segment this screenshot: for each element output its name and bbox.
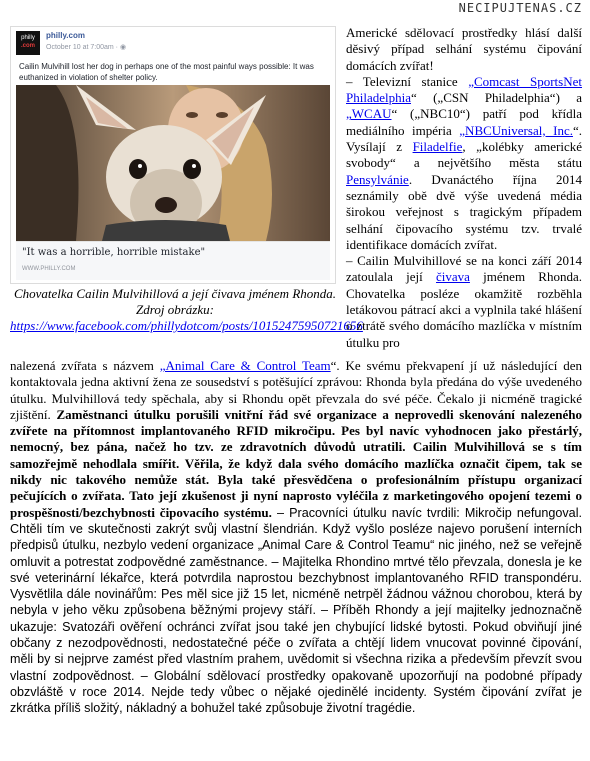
facebook-post-card[interactable] (10, 26, 336, 284)
link-animal-care-control-team[interactable]: „Animal Care & Control Team (159, 358, 331, 373)
text-run: jménem Rhonda. Chovatelka posléze okamžitě rozběhla letákovou pátrací akci a vyplnila také hlášení o ztrátě svého domácího mazlíčka v místním útulku pro (346, 269, 582, 350)
figure-source-link[interactable]: https://www.facebook.com/phillydotcom/posts/10152475950721656 (10, 318, 363, 333)
logo-text: philly (21, 35, 35, 41)
page-name-link[interactable]: philly.com (46, 31, 85, 40)
post-header (16, 31, 330, 59)
text-run: – Televizní stanice (346, 73, 469, 89)
link-nbcuniversal[interactable]: „NBCUniversal, Inc. (459, 122, 573, 138)
site-watermark: NECIPUJTENAS.CZ (458, 1, 582, 15)
link-civava[interactable]: čivava (436, 269, 470, 285)
article-column-right (346, 25, 582, 351)
text-run: “. Vysílají z (346, 122, 582, 155)
text-run: – Pracovníci útulku navíc tvrdili: Mikročip nefungoval. Chtěli tím ve skutečnosti zakrýt svůj vlastní šlendrián. Když vyšlo posléze najevo porušení interních předpisů útulku, nezbylo vedení organizace „Animal Care & Control Teamu“ nic jiného, než se veřejně omluvit a potrestat zodpovědné zaměstnance. – Majitelka Rhondino mrtvé tělo převzala, donesla je ke své veterinární lékařce, která potvrdila naprostou bezchybnost implantovaného RFID transpondéru. Vysvětlila dále novinářům: Pes měl sice již 15 let, nicméně netrpěl žádnou vážnou chorobou, která by nebyla v jeho věku způsobena běžnými projevy stáří. – Příběh Rhondy a její majitelky jednoznačně ukazuje: Svatozáři ověření ochránci zvířat jsou také jen chybující lidské bytosti. Pokud obviňují jiné občany z nezodpovědnosti, nedostatečné péče o zvířata a chtějí lidem vnucovat povinné čipování, měli by si nejprve zamést před vlastním prahem, uvědomit si všechna rizika a především převzít svou vlastní zodpovědnost. – Globální sdělovací prostředky opakovaně upozorňují na podobné případy obzvláště v roce 2014. Nejde tedy vůbec o nějaké ojedinělé incidenty. Systém čipování zvířat je zkrátka příliš složitý, nákladný a bohužel také způsobuje životní tragédie. (10, 505, 582, 716)
bold-text-run: Zaměstnanci útulku porušili vnitřní řád své organizace a neprovedli skenování nalezeného zvířete na přítomnost implantovaného RFID mikročipu. Pes byl navíc vyhodnocen jako přestárlý, nemocný, bez pána, načež ho tzv. ze zdravotních důvodů utratili. Cailin Mulvihillová se s tím samozřejmě nehodlala smířit. Věřila, že když dala svého domácího mazlíčka označit čipem, tak se nikdy nic takového nemůže stát. Byla také přesvědčena o profesionálním přístupu organizací pečujících o zvířata. Tato její zkušenost ji nyní naprosto vyléčila z marketingového opojení tezemi o prospěšnosti/bezchybnosti čipovacího systému. (10, 406, 582, 520)
text-run: nalezená zvířata s názvem (10, 358, 160, 373)
text-run: “. Ke svému překvapení jí už následující den kontaktovala jedna aktivní žena ze sousedství s potěšující zprávou: Rhonda byla předána do výše uvedeného útulku. Mulvihillová tedy spěchala, aby si Rhondu opět převzala do své péče. Čekalo ji nicméně tragické zjištění. (10, 358, 583, 422)
text-run: “ („CSN Philadelphia“) a (411, 90, 582, 106)
link-filadelfie[interactable]: Filadelfie (412, 139, 463, 155)
post-date-row (46, 43, 126, 51)
link-pensylvanie[interactable]: Pensylvánie (346, 171, 409, 187)
text-run: Americké sdělovací prostředky hlásí další děsivý případ selhání systému čipování domácích zvířat! (346, 25, 582, 73)
article-column-full (10, 358, 582, 717)
post-text: Cailin Mulvihill lost her dog in perhaps one of the most painful ways possible: It was euthanized in violation of shelter policy. (19, 62, 314, 82)
philly-logo[interactable] (16, 31, 40, 55)
link-csn-philadelphia[interactable]: „Comcast SportsNet Philadelphia (346, 73, 582, 106)
post-date: October 10 at 7:00am · (46, 44, 120, 51)
globe-icon: ◉ (119, 44, 127, 51)
link-wcau[interactable]: „WCAU (346, 106, 392, 122)
text-run: “ („NBC10“) patří pod křídla mediálního impéria (346, 106, 582, 138)
link-title[interactable]: "It was a horrible, horrible mistake" (22, 247, 206, 258)
dog-photo-illustration (16, 85, 330, 241)
link-domain: WWW.PHILLY.COM (22, 266, 76, 272)
logo-text-dotcom: .com (20, 43, 35, 49)
dog-photo[interactable] (16, 85, 330, 241)
text-run: – Cailin Mulvihillové se na konci září 2014 zatoulala její (346, 253, 582, 285)
text-run: . Dvanáctého října 2014 seznámily obě dvě výše uvedená média širokou veřejnost s tragickým případem selhání čipovacího systému tzv. trvalé identifikace domácích zvířat. (346, 171, 582, 252)
article-paragraph (346, 25, 582, 351)
text-run: , „kolébky americké svobody“ a největšího města státu (346, 139, 582, 171)
figure-caption-text: Chovatelka Cailin Mulvihillová a její čivava jménem Rhonda. Zdroj obrázku: (13, 286, 337, 317)
article-paragraph (10, 358, 582, 717)
figure-caption (10, 286, 363, 334)
link-preview[interactable] (16, 241, 330, 280)
